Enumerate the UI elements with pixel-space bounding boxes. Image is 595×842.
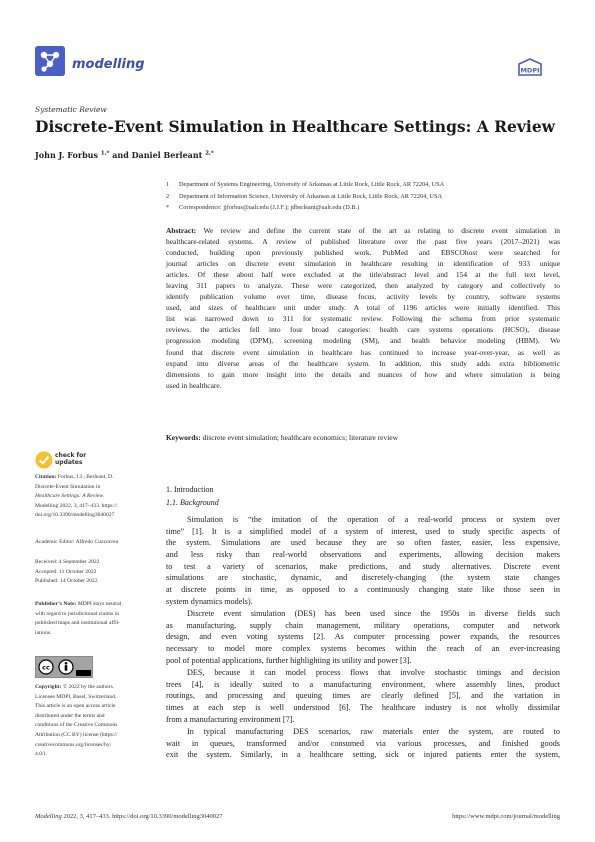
affiliation-text: Department of Systems Engineering, University of Arkansas at Little Rock, Little Rock, AR 72204, USA <box>179 181 445 188</box>
author-affiliation-mark: 2,* <box>205 150 214 157</box>
keywords <box>166 433 398 442</box>
abstract-line: conducted, building upon previously published work. PubMed and EBSCOhost were searched for <box>166 248 560 258</box>
abstract <box>166 225 560 391</box>
citation-line: Forbus, J.J.; Berleant, D. <box>56 474 114 480</box>
copyright-block <box>35 683 160 760</box>
affiliation-mark: * <box>166 204 170 211</box>
body-line: time” [1]. It is a simplified model of a system of interest, used to study specific aspects of <box>166 526 560 536</box>
date-published: Published: 14 October 2022 <box>35 578 98 585</box>
article-title: Discrete-Event Simulation in Healthcare Settings: A Review <box>35 117 556 136</box>
body-line: design, and even voting systems [2]. As computer processing power expands, the resources <box>166 632 560 642</box>
copyright-line: Attribution (CC BY) license (https:// <box>35 731 118 738</box>
abstract-label: Abstract: <box>166 226 197 235</box>
body-line: times at each step is well understood [6]. The healthcare industry is not wholly dissimilar <box>166 703 560 713</box>
body-paragraph-4 <box>166 726 560 761</box>
body-line: at discrete points in time, as opposed to a continuously changing state like those seen in <box>166 585 560 595</box>
abstract-line: reviews, the articles fell into four broad categories: health care systems operations (HCSO), disease <box>166 325 560 335</box>
academic-editor: Academic Editor: Alfredo Cuzzocrea <box>35 539 119 545</box>
publishers-note-line: published maps and institutional affil- <box>35 620 121 627</box>
abstract-line: healthcare-related systems. A review of published literature over the past five years (2017–2021) was <box>166 237 560 247</box>
citation-label: Citation: <box>35 474 57 480</box>
abstract-line: journal articles on discrete event simulation in healthcare resulting in identification of 933 unique <box>166 259 560 269</box>
abstract-line: used in healthcare. <box>166 380 222 390</box>
body-line: necessary to model more complex systems becomes within the reach of an ever-increasing <box>166 644 560 654</box>
abstract-line: dimensions to gain more insight into the details and nuances of how and where simulation is being <box>166 369 560 379</box>
publishers-note-line: iations. <box>35 629 52 636</box>
footer-citation <box>35 813 222 820</box>
journal-logo-icon <box>35 46 65 76</box>
body-line: to test a variety of scenarios, make predictions, and study alternatives. Discrete event <box>166 561 560 571</box>
footer-journal: Modelling <box>35 813 62 820</box>
date-received: Received: 4 September 2022 <box>35 559 100 565</box>
body-line: as manufacturing, supply chain management, military operations, computer and network <box>166 620 560 630</box>
author-name[interactable]: Daniel Berleant <box>131 150 203 160</box>
check-for-updates[interactable] <box>55 452 86 466</box>
body-line: pool of potential applications, further highlighting its utility and power [3]. <box>166 655 412 665</box>
author-name[interactable]: John J. Forbus <box>35 150 98 160</box>
affiliation-mark: 1 <box>166 181 170 188</box>
abstract-line: progression modeling (DPM), screening modeling (SM), and health behavior modeling (HBM). We <box>166 336 560 346</box>
body-line: wait in queues, transformed and/or consumed via various processes, and finished goods <box>166 738 560 748</box>
copyright-license-link[interactable]: creativecommons.org/licenses/by/ <box>35 741 112 748</box>
body-line: and less risky than real-world observations and experiments, allowing decision makers <box>166 550 560 560</box>
check-for-updates-icon[interactable] <box>35 451 53 473</box>
subsection-heading: 1.1. Background <box>166 498 219 507</box>
keywords-label: Keywords: <box>166 433 201 442</box>
cc-by-license-icon[interactable] <box>35 656 93 678</box>
author-affiliation-mark: 1,* <box>100 150 110 157</box>
citation-doi-link[interactable]: doi.org/10.3390/modelling3040027 <box>35 512 115 519</box>
author-conjunction: and <box>112 150 129 160</box>
body-paragraph-1 <box>166 514 560 608</box>
body-paragraph-2 <box>166 608 560 666</box>
publication-dates <box>35 558 160 587</box>
citation-line: Modelling 2022, 3, 417–433. https:// <box>35 502 118 509</box>
body-line: simulations are stochastic, dynamic, and discretely-changing (the system state changes <box>166 573 560 583</box>
footer-journal-url[interactable]: https://www.mdpi.com/journal/modelling <box>452 813 560 820</box>
copyright-label: Copyright: <box>35 684 62 690</box>
check-for-updates-line: check for <box>55 452 87 459</box>
abstract-line: articles. Of these about half were excluded at the title/abstract level and 154 at the full text level, <box>166 270 560 280</box>
citation-line: Discrete-Event Simulation in <box>35 483 101 490</box>
abstract-line: We review and define the current state of the art as relating to discrete event simulation in <box>196 226 560 235</box>
copyright-line: 4.0/). <box>35 751 47 758</box>
abstract-line: used, and sizes of healthcare unit under study. A total of 1196 articles were initially identified. This <box>166 303 560 313</box>
copyright-line: Licensee MDPI, Basel, Switzerland. <box>35 693 117 700</box>
body-line: trees [4], is ideally suited to a manufacturing environment, where assembly lines, product <box>166 679 560 689</box>
body-line: system dynamics models). <box>166 596 253 606</box>
body-line: routings, and processing and queuing times are clearly defined [5], and the variation in <box>166 691 560 701</box>
journal-name: modelling <box>72 57 145 72</box>
copyright-line: distributed under the terms and <box>35 712 105 719</box>
abstract-line: list was narrowed down to 311 for systematic review. Following the schema from prior systematic <box>166 314 560 324</box>
abstract-line: identify publication volume over time, disease focus, activity levels by country, software systems <box>166 292 560 302</box>
body-paragraph-3 <box>166 667 560 725</box>
abstract-line: expand into diverse areas of the healthcare system. In addition, this study adds extra bibliometric <box>166 358 560 368</box>
author-list <box>35 150 214 160</box>
check-for-updates-line: updates <box>55 459 83 466</box>
section-heading: 1. Introduction <box>166 485 214 494</box>
footer-citation-text[interactable]: 2022, 3, 417–433. https://doi.org/10.3390/modelling3040027 <box>61 813 223 820</box>
body-line: exit the system. Similarly, in a healthcare setting, sick or injured patients enter the system, <box>166 750 560 760</box>
body-line: the system. Simulations are used because they are so often faster, easier, less expensive, <box>166 538 560 548</box>
affiliation-text: Department of Information Science, University of Arkansas at Little Rock, Little Rock, AR 72204, USA <box>179 193 443 200</box>
affiliation-mark: 2 <box>166 193 170 200</box>
mdpi-logo-text: MDPI <box>520 66 540 75</box>
citation-block <box>35 473 160 521</box>
svg-text:cc: cc <box>42 663 50 672</box>
body-line: DES, because it can model process flows that involve stochastic timings and decision <box>187 668 560 677</box>
copyright-line: This article is an open access article <box>35 703 116 710</box>
citation-line: Healthcare Settings: A Review. <box>35 493 105 500</box>
abstract-line: leaving 311 papers to analyze. These were categorized, then analyzed by category and collectively to <box>166 281 560 291</box>
article-type: Systematic Review <box>35 105 107 114</box>
body-line: from a manufacturing environment [7]. <box>166 714 295 724</box>
publishers-note-label: Publisher’s Note: <box>35 601 77 607</box>
keywords-text: discrete event simulation; healthcare economics; literature review <box>200 433 398 442</box>
publishers-note-line: MDPI stays neutral <box>76 601 122 607</box>
body-line: Simulation is “the imitation of the operation of a real-world process or system over <box>187 515 560 524</box>
publishers-note <box>35 600 160 638</box>
body-line: In typical manufacturing DES scenarios, raw materials enter the system, are routed to <box>187 727 560 736</box>
publishers-note-line: with regard to jurisdictional claims in <box>35 610 120 617</box>
mdpi-logo-icon <box>517 58 543 82</box>
copyright-line: © 2022 by the authors. <box>61 684 115 690</box>
copyright-line: conditions of the Creative Commons <box>35 722 118 729</box>
body-line: Discrete event simulation (DES) has been used since the 1950s in diverse fields such <box>187 609 560 618</box>
correspondence-text[interactable]: Correspondence: jjforbus@ualr.edu (J.J.F.); jdberleant@ualr.edu (D.B.) <box>179 204 360 211</box>
abstract-line: found that discrete event simulation in healthcare has continued to increase year-over-year, as well as <box>166 347 560 357</box>
date-accepted: Accepted: 11 October 2022 <box>35 568 97 575</box>
